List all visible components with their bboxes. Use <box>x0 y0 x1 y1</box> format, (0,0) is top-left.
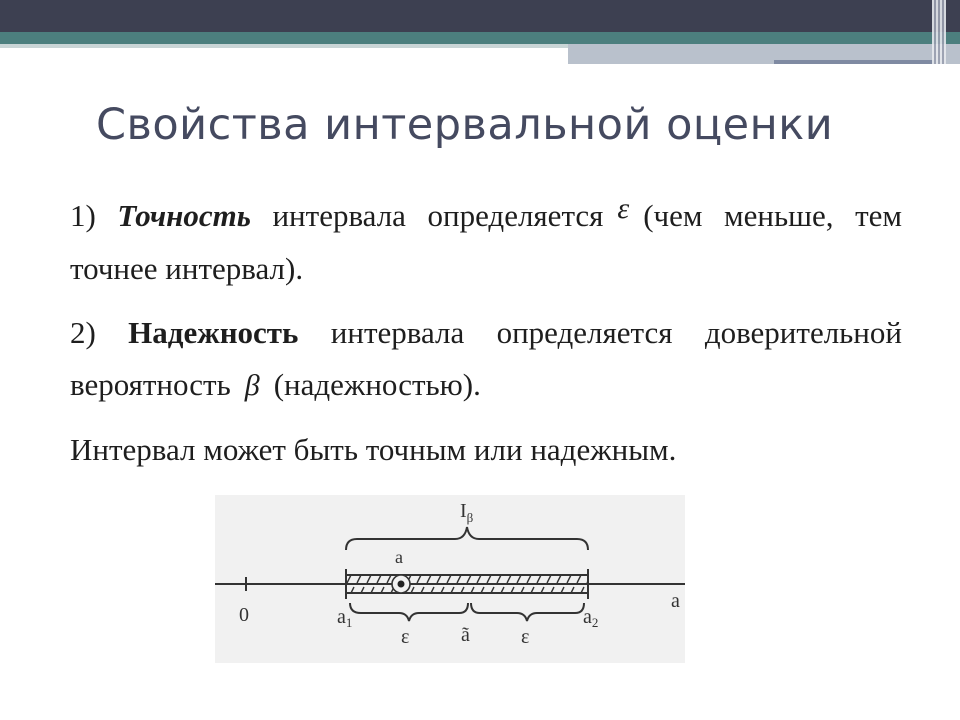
accuracy-text-end: (чем меньше, тем точнее интервал). <box>70 198 902 286</box>
property-accuracy <box>70 190 902 295</box>
a-top-label: a <box>395 547 403 567</box>
header-stripe <box>0 32 960 44</box>
estimate-label: ã <box>461 624 470 646</box>
a1-label: $a_1$ <box>337 606 353 630</box>
header-bar <box>0 0 960 32</box>
interval-brace <box>346 527 588 550</box>
epsilon-left-label: ε <box>401 626 410 648</box>
zero-label: 0 <box>239 604 249 626</box>
true-value-point <box>398 581 405 588</box>
beta-symbol: β <box>244 369 260 402</box>
header-stripe-line <box>774 60 934 64</box>
term-accuracy: Точность <box>117 198 251 233</box>
accuracy-text: интервала определяется <box>250 198 604 233</box>
term-reliability: Надежность <box>128 315 299 350</box>
interval-diagram-svg <box>215 495 685 663</box>
reliability-text-end: (надежностью). <box>273 367 481 402</box>
left-epsilon-brace <box>350 603 468 621</box>
epsilon-right-label: ε <box>521 626 530 648</box>
reliability-text: интервала определяется доверительной вероятность <box>70 315 902 402</box>
epsilon-symbol: ε <box>617 192 630 225</box>
a2-label: $a_2$ <box>583 606 599 630</box>
header-corner-decoration <box>932 0 946 64</box>
slide-body <box>70 190 902 488</box>
property-reliability <box>70 307 902 412</box>
axis-label: a <box>671 590 680 612</box>
interval-label: $I_\beta$ <box>460 500 474 525</box>
interval-bar <box>346 575 588 593</box>
conclusion-text: Интервал может быть точным или надежным. <box>70 432 677 467</box>
item-number: 1) <box>70 198 118 233</box>
header-stripe-light <box>0 44 568 48</box>
slide-title: Свойства интервальной оценки <box>96 100 834 150</box>
right-epsilon-brace <box>471 603 584 621</box>
item-number: 2) <box>70 315 129 350</box>
interval-diagram <box>215 495 685 663</box>
